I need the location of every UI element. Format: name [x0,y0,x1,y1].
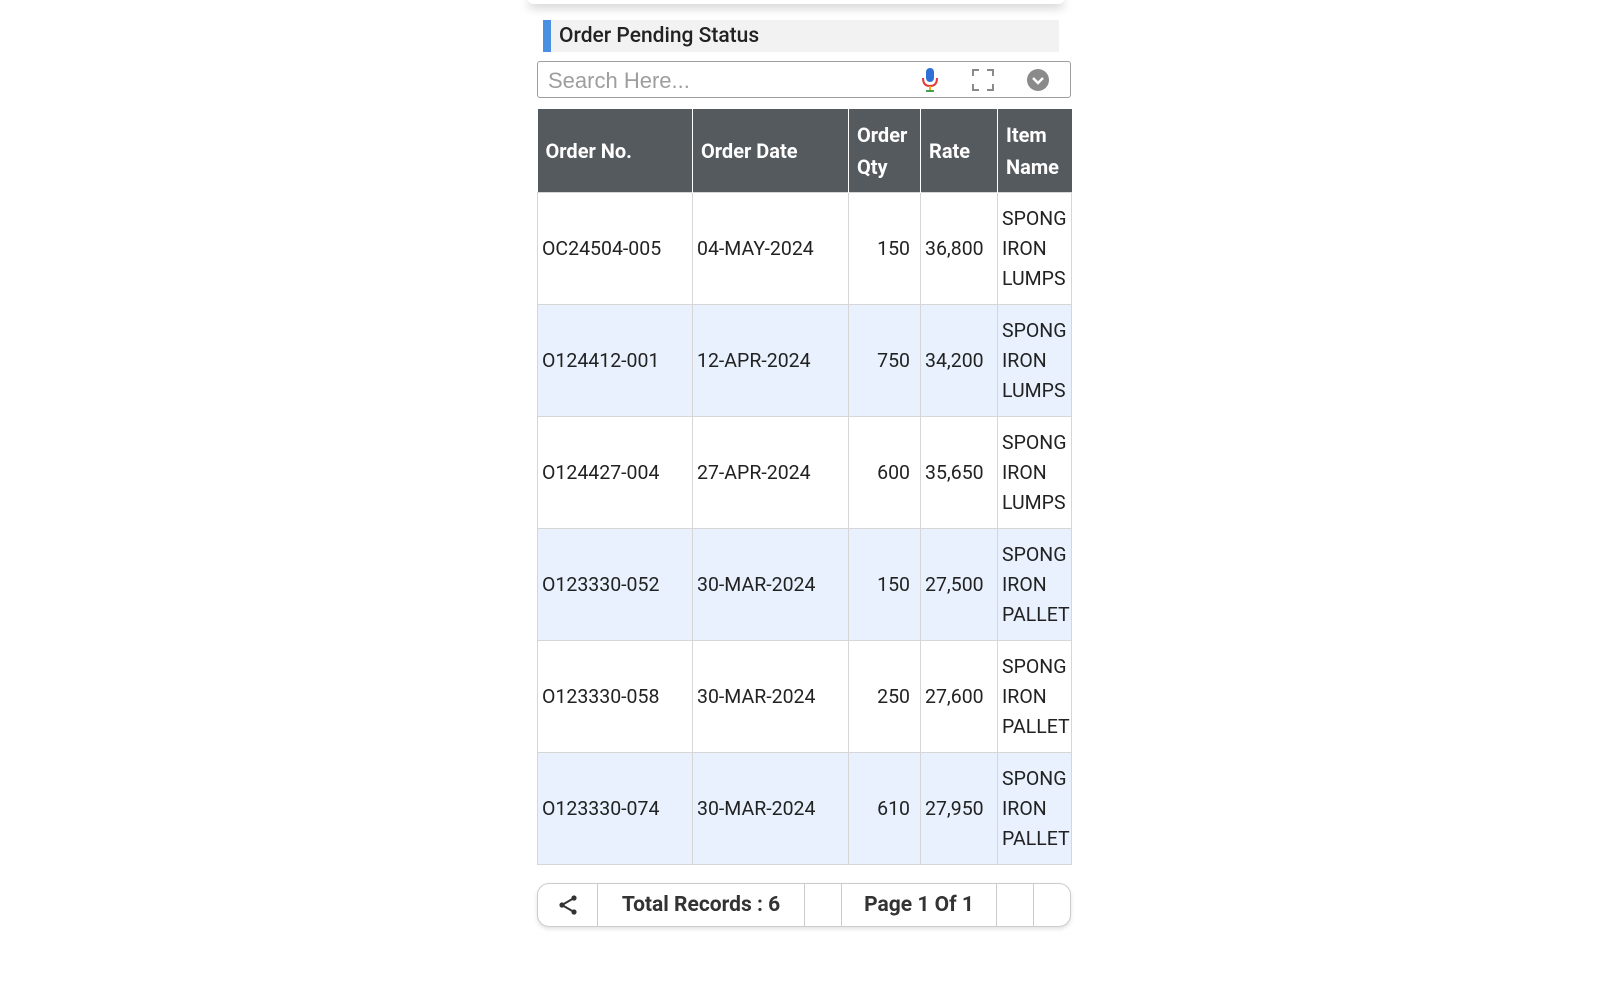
col-header-order-no[interactable]: Order No. [538,109,693,193]
order-date-cell: 27-APR-2024 [693,417,849,529]
order-qty-cell: 150 [849,193,921,305]
table-row[interactable] [538,193,1072,305]
table-header-row [538,109,1072,193]
order-qty-cell: 250 [849,641,921,753]
share-button[interactable] [538,884,598,926]
rate-cell: 27,950 [921,753,998,865]
order-qty-cell: 150 [849,529,921,641]
item-name-cell: SPONG IRON PALLET [998,641,1072,753]
search-input[interactable] [546,64,900,97]
col-header-order-qty[interactable]: Order Qty [849,109,921,193]
item-name-cell: SPONG IRON LUMPS [998,305,1072,417]
order-no-cell: O123330-058 [538,641,693,753]
table-row[interactable] [538,641,1072,753]
item-name-cell: SPONG IRON PALLET [998,529,1072,641]
microphone-icon[interactable] [916,66,944,94]
col-header-order-date[interactable]: Order Date [693,109,849,193]
col-header-item-name[interactable]: Item Name [998,109,1072,193]
prev-page-button[interactable] [805,884,842,926]
order-date-cell: 30-MAR-2024 [693,641,849,753]
col-header-rate[interactable]: Rate [921,109,998,193]
order-date-cell: 12-APR-2024 [693,305,849,417]
order-no-cell: O124412-001 [538,305,693,417]
order-qty-cell: 750 [849,305,921,417]
item-name-cell: SPONG IRON LUMPS [998,193,1072,305]
order-date-cell: 30-MAR-2024 [693,753,849,865]
rate-cell: 35,650 [921,417,998,529]
order-qty-cell: 600 [849,417,921,529]
rate-cell: 36,800 [921,193,998,305]
rate-cell: 27,500 [921,529,998,641]
order-qty-cell: 610 [849,753,921,865]
panel-title-bar [543,20,1059,52]
page-info: Page 1 Of 1 [842,884,997,926]
order-date-cell: 04-MAY-2024 [693,193,849,305]
search-box [537,61,1071,98]
chevron-down-circle-icon[interactable] [1024,66,1052,94]
top-shadow-strip [528,0,1064,4]
order-no-cell: OC24504-005 [538,193,693,305]
table-row[interactable] [538,529,1072,641]
item-name-cell: SPONG IRON PALLET [998,753,1072,865]
item-name-cell: SPONG IRON LUMPS [998,417,1072,529]
table-row[interactable] [538,753,1072,865]
orders-table [537,109,1072,865]
table-row[interactable] [538,305,1072,417]
total-records: Total Records : 6 [598,884,805,926]
title-accent-bar [543,20,551,52]
last-page-button[interactable] [1034,884,1070,926]
rate-cell: 27,600 [921,641,998,753]
share-icon [557,894,579,916]
rate-cell: 34,200 [921,305,998,417]
order-no-cell: O123330-052 [538,529,693,641]
order-date-cell: 30-MAR-2024 [693,529,849,641]
next-page-button[interactable] [997,884,1034,926]
fullscreen-icon[interactable] [969,66,997,94]
pagination-footer [537,883,1071,927]
order-no-cell: O124427-004 [538,417,693,529]
table-row[interactable] [538,417,1072,529]
order-no-cell: O123330-074 [538,753,693,865]
panel-title: Order Pending Status [559,24,760,48]
